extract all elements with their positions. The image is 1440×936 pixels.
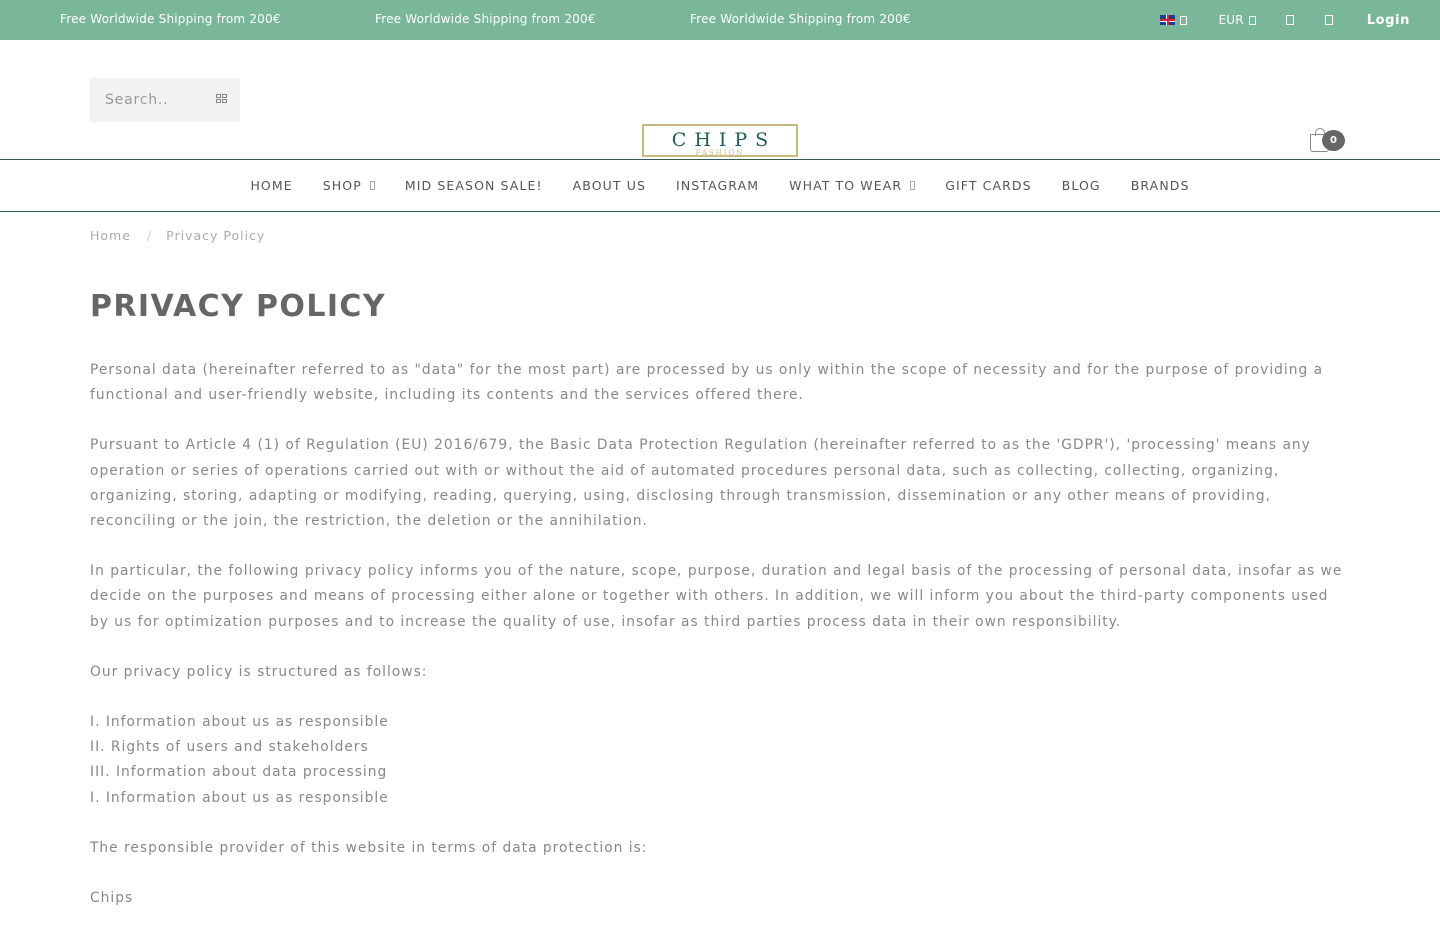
nav-label: BLOG bbox=[1061, 178, 1101, 193]
logo-text: CHIPS bbox=[671, 129, 777, 151]
cart-button[interactable] bbox=[1308, 128, 1348, 158]
account-icon[interactable] bbox=[1286, 15, 1294, 25]
chevron-down-icon bbox=[910, 181, 915, 190]
chevron-down-icon bbox=[370, 181, 375, 190]
policy-structure-list bbox=[90, 710, 1350, 811]
language-selector[interactable] bbox=[1160, 15, 1187, 25]
nav-item-home[interactable] bbox=[250, 178, 292, 193]
site-logo[interactable] bbox=[642, 124, 798, 157]
nav-label: INSTAGRAM bbox=[676, 178, 760, 193]
breadcrumb-current: Privacy Policy bbox=[166, 228, 266, 243]
page-title: PRIVACY POLICY bbox=[90, 289, 386, 324]
provider-name: Chips bbox=[90, 890, 134, 907]
policy-paragraph: In particular, the following privacy policy informs you of the nature, scope, purpose, duration and legal basis of the processing of personal data, insofar as we decide on the purposes and means of processing either alone or together with others. In addition, we will inform you about the third-party components used by us for optimization purposes and to increase the quality of use, insofar as third parties process data in their own responsibility. bbox=[90, 563, 1343, 630]
cart-count-badge: 0 bbox=[1322, 130, 1345, 151]
nav-label: HOME bbox=[250, 178, 293, 193]
policy-paragraph: Personal data (hereinafter referred to as "data" for the most part) are processed by us only within the scope of necessity and for the purpose of providing a functional and user-friendly website, including its contents and the services offered there. bbox=[90, 362, 1324, 404]
nav-item-blog[interactable] bbox=[1062, 178, 1101, 193]
list-item: III. Information about data processing bbox=[90, 764, 388, 781]
breadcrumb-separator: / bbox=[146, 228, 153, 243]
shipping-announcement: Free Worldwide Shipping from 200€ bbox=[690, 12, 911, 26]
nav-item-what-to-wear[interactable] bbox=[789, 178, 915, 193]
site-header bbox=[0, 40, 1440, 160]
login-link[interactable]: Login bbox=[1366, 12, 1410, 28]
nav-label: MID SEASON SALE! bbox=[404, 178, 543, 193]
shipping-announcement: Free Worldwide Shipping from 200€ bbox=[375, 12, 596, 26]
chevron-down-icon bbox=[1249, 16, 1256, 25]
nav-item-brands[interactable] bbox=[1131, 178, 1190, 193]
provider-intro: The responsible provider of this website in terms of data protection is: bbox=[90, 839, 648, 856]
breadcrumb bbox=[90, 228, 265, 243]
breadcrumb-home-link[interactable]: Home bbox=[90, 228, 131, 243]
list-item: II. Rights of users and stakeholders bbox=[90, 739, 369, 756]
nav-item-gift-cards[interactable] bbox=[945, 178, 1031, 193]
list-item: I. Information about us as responsible bbox=[90, 714, 389, 731]
nav-item-shop[interactable] bbox=[323, 178, 375, 193]
page-content bbox=[90, 288, 1350, 936]
shipping-announcement: Free Worldwide Shipping from 200€ bbox=[60, 12, 281, 26]
announcement-bar bbox=[0, 0, 1440, 40]
chevron-down-icon bbox=[1180, 16, 1187, 25]
nav-item-about-us[interactable] bbox=[573, 178, 646, 193]
main-navigation bbox=[0, 160, 1440, 212]
nav-item-mid-season-sale[interactable] bbox=[405, 178, 543, 193]
nav-label: ABOUT US bbox=[572, 178, 647, 193]
nav-label: BRANDS bbox=[1130, 178, 1190, 193]
nav-item-instagram[interactable] bbox=[676, 178, 759, 193]
list-item: I. Information about us as responsible bbox=[90, 789, 389, 806]
nav-label: SHOP bbox=[322, 178, 362, 193]
search-box bbox=[90, 78, 240, 122]
logo-subtext: FASHION bbox=[695, 149, 745, 157]
topbar-actions bbox=[1160, 0, 1410, 40]
search-input[interactable] bbox=[105, 92, 210, 108]
wishlist-icon[interactable] bbox=[1325, 15, 1333, 25]
uk-flag-icon bbox=[1160, 15, 1175, 25]
nav-label: GIFT CARDS bbox=[945, 178, 1032, 193]
currency-selector[interactable] bbox=[1218, 13, 1255, 27]
nav-label: WHAT TO WEAR bbox=[789, 178, 903, 193]
search-icon[interactable] bbox=[216, 94, 228, 105]
policy-paragraph: Our privacy policy is structured as follows: bbox=[90, 663, 428, 680]
currency-label: EUR bbox=[1218, 13, 1244, 27]
policy-paragraph: Pursuant to Article 4 (1) of Regulation (EU) 2016/679, the Basic Data Protection Regulation (hereinafter referred to as the 'GDPR'), 'processing' means any operation or series of operations carried out with or without the aid of automated procedures personal data, such as collecting, collecting, organizing, organizing, storing, adapting or modifying, reading, querying, using, disclosing through transmission, dissemination or any other means of providing, reconciling or the join, the restriction, the deletion or the annihilation. bbox=[90, 437, 1311, 530]
